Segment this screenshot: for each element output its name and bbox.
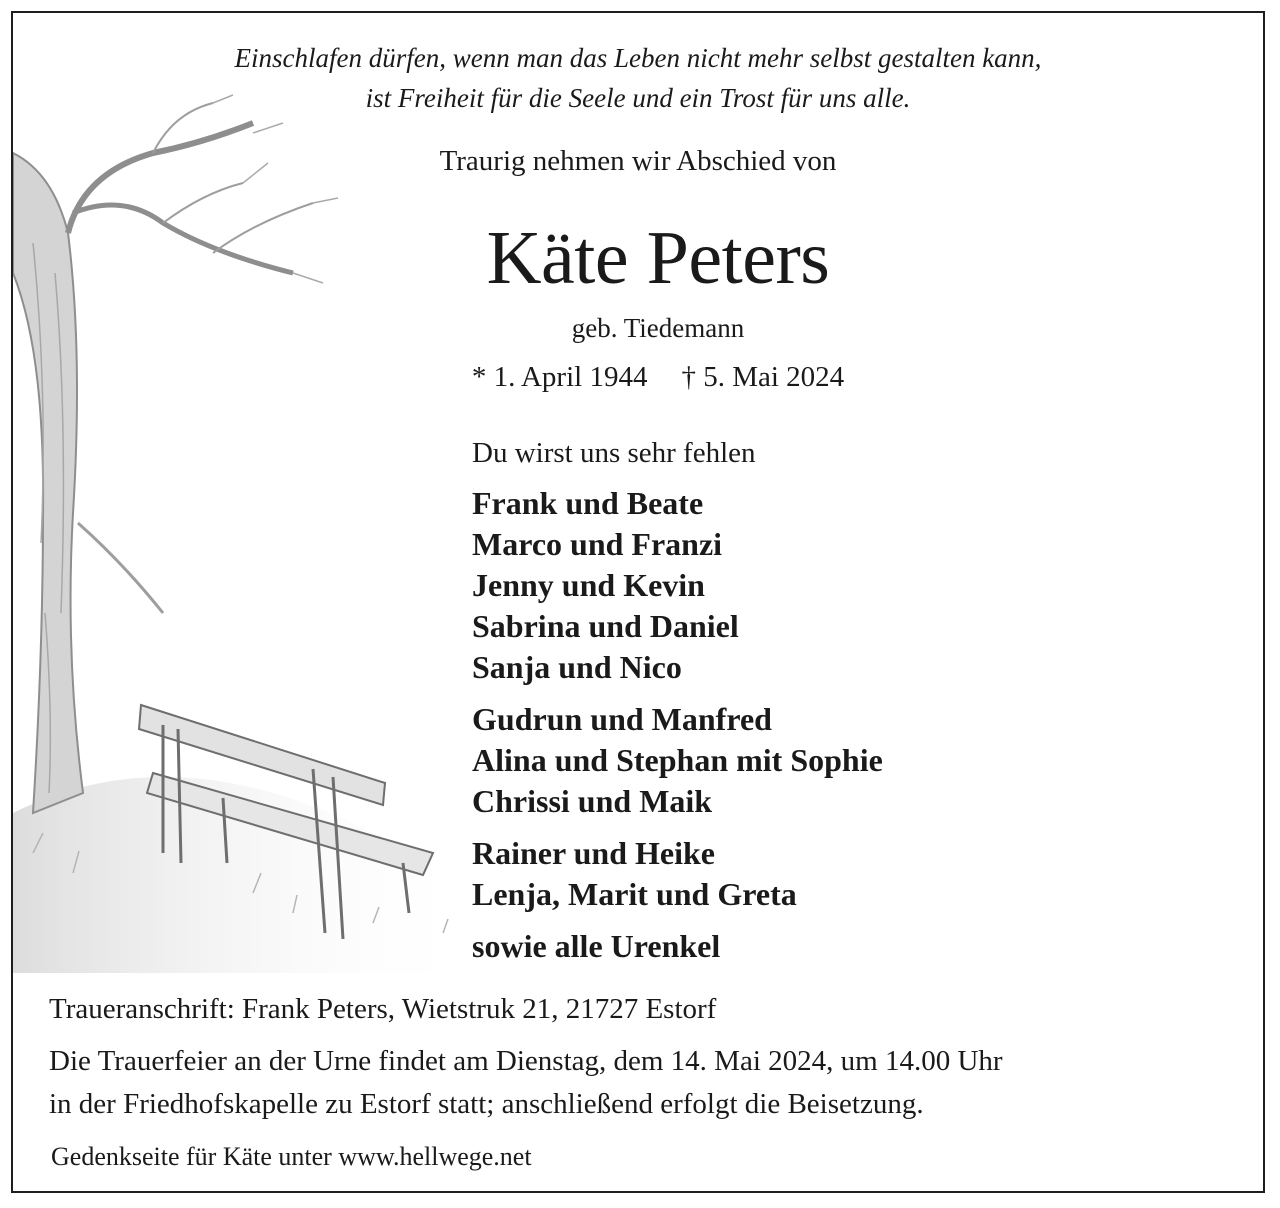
family-member: Jenny und Kevin	[472, 567, 705, 603]
family-member: Alina und Stephan mit Sophie	[472, 742, 883, 778]
family-member: Marco und Franzi	[472, 526, 723, 562]
obituary-frame	[11, 11, 1265, 1193]
motto-line-2: ist Freiheit für die Seele und ein Trost für uns alle.	[365, 83, 911, 113]
intro-text: Traurig nehmen wir Abschied von	[439, 145, 837, 177]
family-member: Sabrina und Daniel	[472, 608, 739, 644]
motto-line-1: Einschlafen dürfen, wenn man das Leben nicht mehr selbst gestalten kann,	[234, 43, 1042, 73]
farewell-text: Du wirst uns sehr fehlen	[472, 437, 756, 469]
death-date: † 5. Mai 2024	[681, 361, 845, 393]
birth-date: * 1. April 1944	[471, 361, 648, 393]
family-member: Rainer und Heike	[472, 835, 715, 871]
family-member: sowie alle Urenkel	[472, 928, 721, 964]
family-member: Gudrun und Manfred	[472, 701, 772, 737]
memorial-page-link[interactable]: Gedenkseite für Käte unter www.hellwege.net	[51, 1142, 532, 1171]
mourning-address: Traueranschrift: Frank Peters, Wietstruk 21, 21727 Estorf	[49, 993, 717, 1025]
life-dates	[33, 361, 1265, 394]
family-member: Lenja, Marit und Greta	[472, 876, 797, 912]
family-member: Sanja und Nico	[472, 649, 682, 685]
ceremony-line-2: in der Friedhofskapelle zu Estorf statt; anschließend erfolgt die Beisetzung.	[49, 1088, 924, 1120]
deceased-name: Käte Peters	[486, 216, 830, 300]
family-member: Chrissi und Maik	[472, 783, 713, 819]
birth-name: geb. Tiedemann	[571, 313, 745, 343]
family-member: Frank und Beate	[472, 485, 704, 521]
ceremony-line-1: Die Trauerfeier an der Urne findet am Dienstag, dem 14. Mai 2024, um 14.00 Uhr	[49, 1045, 1003, 1077]
